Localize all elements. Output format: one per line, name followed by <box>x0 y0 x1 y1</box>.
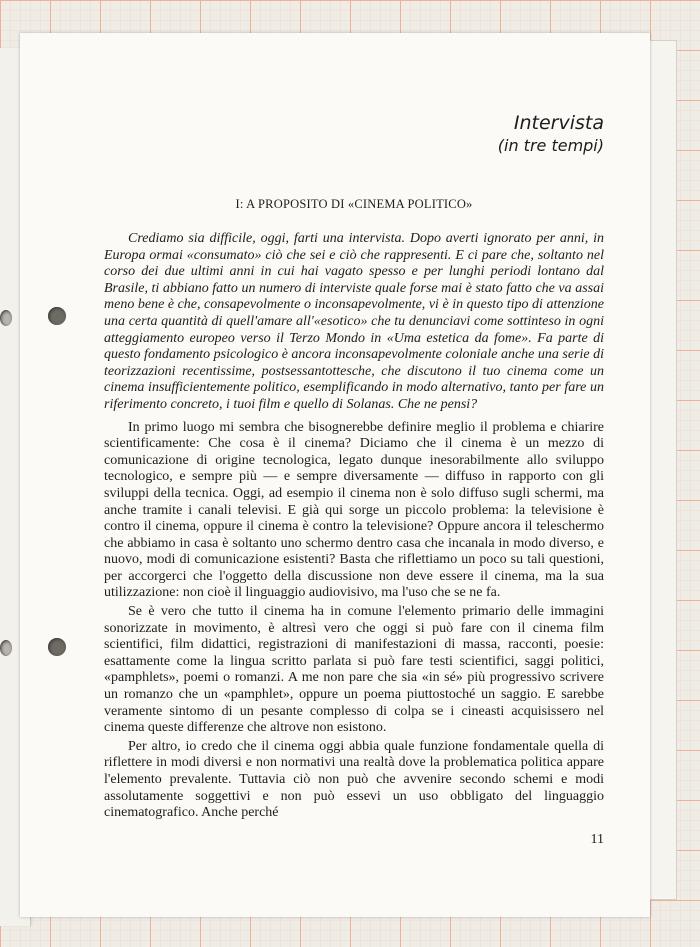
article-heading <box>104 111 604 157</box>
page-number: 11 <box>590 832 604 847</box>
article-title: Intervista <box>513 112 604 134</box>
article-body <box>104 231 604 824</box>
interview-question: Crediamo sia difficile, oggi, farti una intervista. Dopo averti ignorato per anni, in Europa ormai «consumato» ciò che sei e ciò che rappresenti. E ci pare che, soltanto nel corso dei due ultimi anni in cui hai vagato spesso e per lunghi periodi lontano dal Brasile, ti abbiano fatto un numero di interviste quale forse mai è stato fatto che va assai meno bene è che, consapevolmente o inconsapevolmente, vi è in questo tipo di attenzione una certa quantità di quell'amare all'«esotico» che tu denunciavi come sottinteso in ogni atteggiamento europeo verso il Terzo Mondo in «Uma estetica da fome». Fa parte di questo fondamento psicologico è ancora inconsapevolmente coloniale anche una serie di teorizzazioni recentissime, postsessantottesche, che discutono il tuo cinema come un cinema insufficientemente politico, esemplificando in modo alternativo, tanto per fare un riferimento concreto, i tuoi film e quello di Solanas. Che ne pensi? <box>104 231 605 412</box>
article-subtitle: (in tre tempi) <box>497 136 604 155</box>
section-title: I: A PROPOSITO DI «CINEMA POLITICO» <box>235 197 473 211</box>
answer-paragraph-3: Per altro, io credo che il cinema oggi abbia quale funzione fondamentale quella di riflettere in modi diversi e non normativi una realtà dove la problematica politica appare l'elemento prevalente. Tuttavia ciò non può che avvenire secondo schemi e modi assolutamente soggettivi e non può essevi un uso obbligato del linguaggio cinematografico. Anche perché <box>104 738 604 821</box>
back-punch-hole-lower <box>0 640 12 656</box>
back-punch-hole-upper <box>0 310 12 326</box>
punch-hole-lower <box>48 638 66 656</box>
punch-hole-upper <box>48 307 66 325</box>
answer-paragraph-2: Se è vero che tutto il cinema ha in comune l'elemento primario delle immagini sonorizzate in movimento, è altresì vero che oggi si può fare con il cinema film scientifici, film didattici, registrazioni di manifestazioni di massa, racconti, poesie: esattamente come la lingua scritto parlata si può fare testi scientifici, saggi politici, «pamphlets», poemi o romanzi. A me non pare che sia «in sé» più progressivo scrivere un romanzo che un «pamphlet», oppure un poema piuttostoché un saggio. E sarebbe veramente sintomo di un pesante complesso di colpa se i cineasti acquisissero nel cinema queste differenze che altrove non esistono. <box>104 604 604 736</box>
document-page <box>20 33 650 917</box>
answer-paragraph-1: In primo luogo mi sembra che bisognerebbe definire meglio il problema e chiarire scientificamente: Che cosa è il cinema? Diciamo che il cinema è un mezzo di comunicazione di origine tecnologica, legato dunque inesorabilmente allo sviluppo tecnologico, e sempre più — e sempre diversamente — diffuso in rapporto con gli sviluppi della tecnica. Oggi, ad esempio il cinema non è solo diffuso sugli schermi, ma anche tramite i canali televisi. E già qui sorge un piccolo problema: la televisione è contro il cinema, oppure il cinema è contro la televisione? Oppure ancora il teleschermo che abbiamo in casa è soltanto uno schermo dentro casa che incanala in modo diverso, e nuovo, modi di comunicazione esistenti? Basta che riflettiamo un poco su tali questioni, per accorgerci che l'oggetto della discussione non deve essere il cinema, ma la sua utilizzazione: non cioè il linguaggio audiovisivo, ma l'uso che se ne fa. <box>104 419 604 601</box>
